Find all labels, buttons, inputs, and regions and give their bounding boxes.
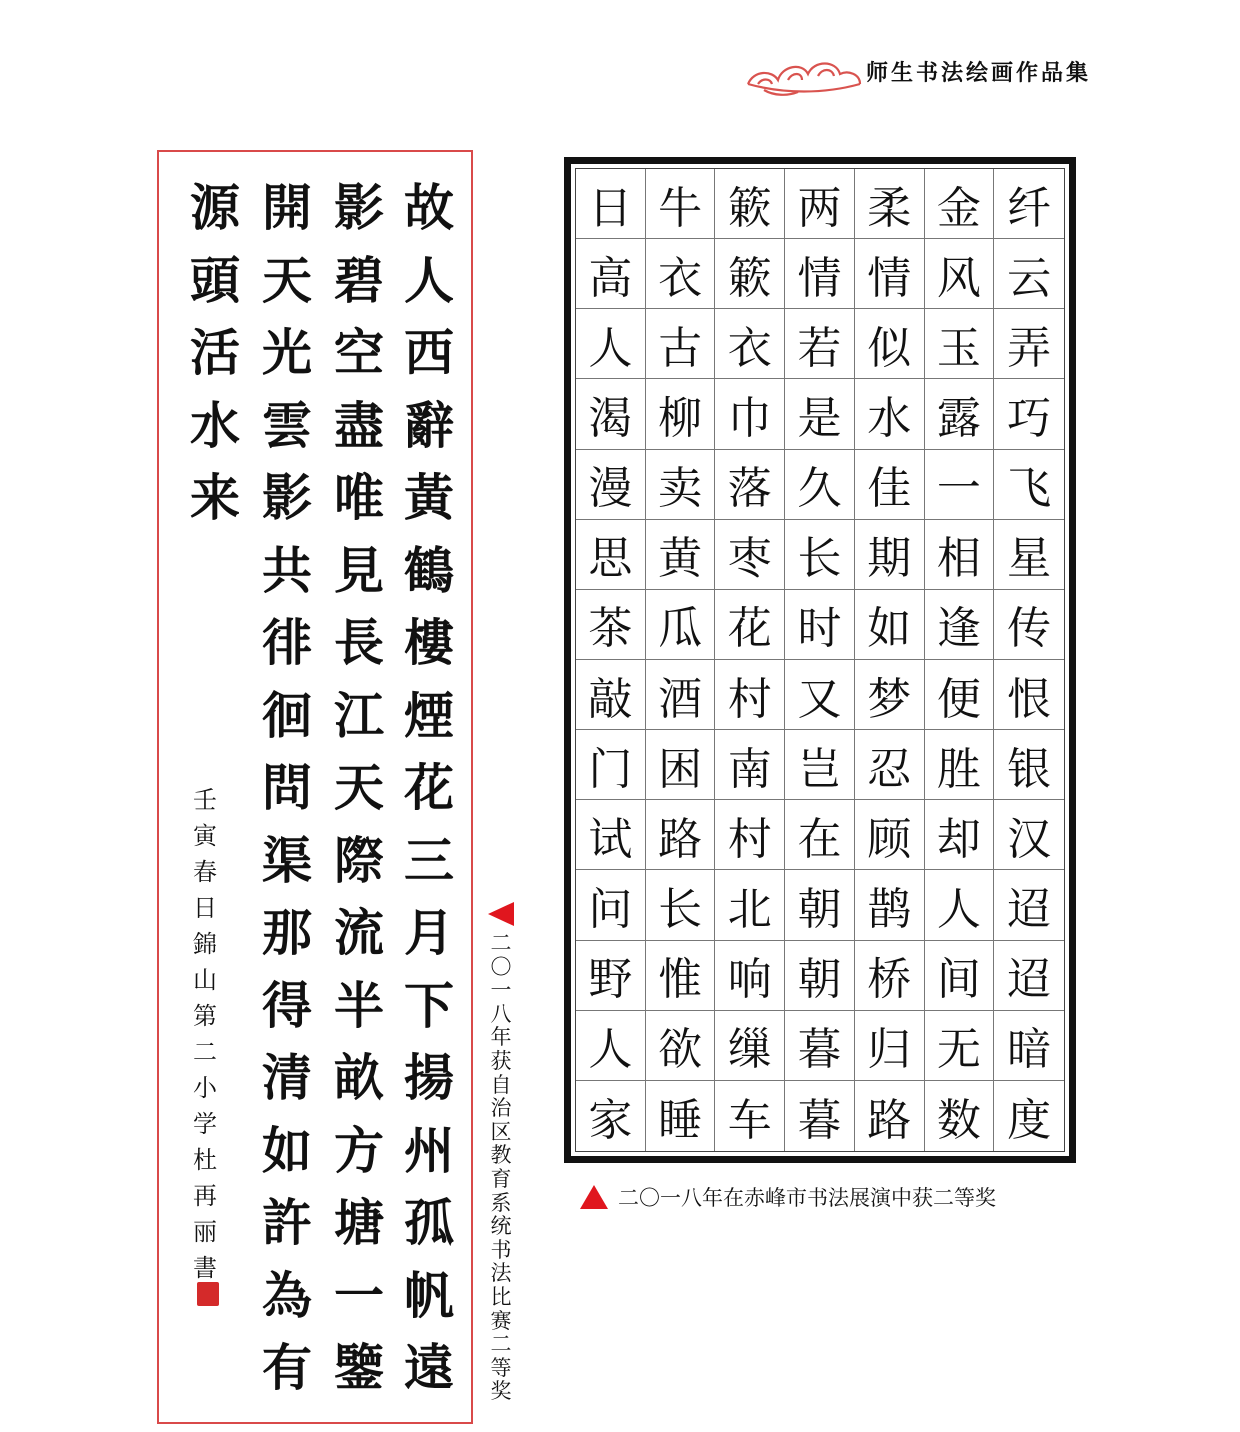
- grid-cell: 胜: [925, 730, 995, 800]
- grid-cell: 归: [855, 1011, 925, 1081]
- scroll-character: 鶴: [404, 540, 454, 600]
- caption-character: 治: [490, 1096, 512, 1121]
- signature-character: 春: [193, 858, 217, 886]
- grid-cell: 睡: [646, 1081, 716, 1151]
- grid-cell: 期: [855, 520, 925, 590]
- grid-cell: 在: [785, 800, 855, 870]
- grid-calligraphy-sheet: [564, 157, 1076, 1163]
- grid-cell: 花: [715, 590, 785, 660]
- grid-cell: 恨: [994, 660, 1064, 730]
- scroll-character: 開: [262, 178, 312, 237]
- grid-cell: 弄: [994, 309, 1064, 379]
- auspicious-cloud-icon: [744, 40, 864, 100]
- scroll-character: 一: [334, 1265, 384, 1325]
- scroll-character: 徊: [262, 685, 312, 745]
- scroll-character: 如: [262, 1120, 312, 1180]
- caption-character: 教: [490, 1143, 512, 1168]
- caption-character: 一: [490, 978, 512, 1003]
- signature-character: 杜: [193, 1146, 217, 1174]
- grid-cell: 星: [994, 520, 1064, 590]
- signature-character: 第: [193, 1002, 217, 1030]
- scroll-character: 鑒: [334, 1338, 384, 1397]
- grid-cell: 银: [994, 730, 1064, 800]
- grid-cell: 鹊: [855, 870, 925, 940]
- scroll-column-4: [179, 172, 251, 535]
- scroll-character: 江: [334, 685, 384, 745]
- signature-character: 日: [193, 894, 217, 922]
- grid-cell: 渴: [576, 379, 646, 449]
- grid-cell: 惟: [646, 941, 716, 1011]
- scroll-character: 畝: [334, 1048, 384, 1107]
- scroll-character: 天: [334, 758, 384, 817]
- signature-character: 書: [193, 1254, 217, 1282]
- scroll-column-2: [323, 172, 395, 1405]
- caption-character: 统: [490, 1214, 512, 1239]
- scroll-character: 際: [334, 830, 384, 890]
- scroll-character: 雲: [262, 395, 312, 455]
- grid-cell: 缫: [715, 1011, 785, 1081]
- scroll-character: 樓: [404, 613, 454, 672]
- red-triangle-icon: [488, 902, 514, 926]
- signature-character: 山: [193, 966, 217, 994]
- grid-cell: 困: [646, 730, 716, 800]
- caption-character: 等: [490, 1355, 512, 1380]
- scroll-character: 問: [262, 758, 312, 817]
- grid-cell: 两: [785, 169, 855, 239]
- grid-cell: 飞: [994, 450, 1064, 520]
- grid-cell: 牛: [646, 169, 716, 239]
- grid-cell: 玉: [925, 309, 995, 379]
- collection-title: 师生书法绘画作品集: [866, 60, 1092, 86]
- caption-character: 赛: [490, 1308, 512, 1333]
- grid-cell: 传: [994, 590, 1064, 660]
- grid-cell: 村: [715, 660, 785, 730]
- scroll-character: 見: [334, 540, 384, 600]
- grid-cell: 瓜: [646, 590, 716, 660]
- grid-cell: 路: [855, 1081, 925, 1151]
- caption-character: 年: [490, 1025, 512, 1050]
- scroll-character: 煙: [404, 685, 454, 745]
- scroll-character: 共: [262, 540, 312, 600]
- scroll-character: 揚: [404, 1048, 454, 1107]
- grid-cell: 又: [785, 660, 855, 730]
- caption-character: 二: [490, 1332, 512, 1357]
- grid-cell: 巧: [994, 379, 1064, 449]
- grid-cell: 朝: [785, 941, 855, 1011]
- grid-cell: 迢: [994, 941, 1064, 1011]
- red-triangle-icon: [580, 1185, 608, 1209]
- grid-cell: 古: [646, 309, 716, 379]
- grid-cell: 长: [646, 870, 716, 940]
- scroll-character: 渠: [262, 830, 312, 890]
- grid-cell: 车: [715, 1081, 785, 1151]
- scroll-character: 得: [262, 975, 312, 1035]
- left-work-caption: [484, 902, 518, 1404]
- scroll-character: 三: [404, 830, 454, 890]
- grid-cell: 时: [785, 590, 855, 660]
- grid-cell: 却: [925, 800, 995, 870]
- scroll-character: 来: [190, 468, 240, 527]
- artist-signature: [185, 782, 225, 1286]
- scroll-character: 許: [262, 1193, 312, 1252]
- grid-cell: 簌: [715, 169, 785, 239]
- grid-cell: 无: [925, 1011, 995, 1081]
- scroll-character: 水: [190, 395, 240, 455]
- grid-cell: 思: [576, 520, 646, 590]
- signature-character: 小: [193, 1074, 217, 1102]
- grid-cell: 枣: [715, 520, 785, 590]
- scroll-character: 黃: [404, 468, 454, 527]
- left-caption-text: [484, 932, 518, 1404]
- grid-cell: 梦: [855, 660, 925, 730]
- grid-cell: 路: [646, 800, 716, 870]
- caption-character: 自: [490, 1072, 512, 1097]
- signature-character: 二: [193, 1038, 217, 1066]
- page-header: [744, 40, 1092, 100]
- grid-cell: 汉: [994, 800, 1064, 870]
- grid-cell: 簌: [715, 239, 785, 309]
- grid-cell: 佳: [855, 450, 925, 520]
- grid-cell: 若: [785, 309, 855, 379]
- grid-cell: 如: [855, 590, 925, 660]
- signature-character: 再: [193, 1182, 217, 1210]
- grid-cell: 云: [994, 239, 1064, 309]
- scroll-character: 天: [262, 250, 312, 310]
- grid-cell: 家: [576, 1081, 646, 1151]
- scroll-character: 那: [262, 903, 312, 962]
- grid-cell: 柳: [646, 379, 716, 449]
- grid-cell: 敲: [576, 660, 646, 730]
- grid-cell: 纤: [994, 169, 1064, 239]
- grid-cell: 逢: [925, 590, 995, 660]
- grid-cell: 相: [925, 520, 995, 590]
- caption-character: 〇: [490, 954, 512, 979]
- grid-cell: 卖: [646, 450, 716, 520]
- right-caption-text: 二〇一八年在赤峰市书法展演中获二等奖: [618, 1186, 996, 1210]
- signature-character: 寅: [193, 822, 217, 850]
- grid-cell: 衣: [646, 239, 716, 309]
- scroll-character: 流: [334, 903, 384, 962]
- grid-cell: 似: [855, 309, 925, 379]
- grid-cell: 顾: [855, 800, 925, 870]
- grid-cell: 度: [1007, 1094, 1052, 1146]
- grid-cell: 一: [925, 450, 995, 520]
- grid-cell: 村: [715, 800, 785, 870]
- grid-cell: 水: [855, 379, 925, 449]
- scroll-character: 影: [262, 468, 312, 527]
- scroll-character: 源: [190, 178, 240, 237]
- scroll-character: 半: [334, 975, 384, 1035]
- grid-cell: 巾: [715, 379, 785, 449]
- grid-cell: 柔: [855, 169, 925, 239]
- scroll-character: 唯: [334, 468, 384, 527]
- grid-cell: 长: [785, 520, 855, 590]
- grid-cell: 人: [576, 1011, 646, 1081]
- scroll-character: 月: [404, 903, 454, 962]
- grid-cell: 人: [925, 870, 995, 940]
- signature-character: 学: [193, 1110, 217, 1138]
- caption-character: 法: [490, 1261, 512, 1286]
- signature-character: 壬: [193, 786, 217, 814]
- grid-cell: 是: [785, 379, 855, 449]
- grid-cell: 试: [576, 800, 646, 870]
- grid-cell: 野: [576, 941, 646, 1011]
- caption-character: 二: [490, 931, 512, 955]
- grid-cell: 北: [715, 870, 785, 940]
- scroll-character: 盡: [334, 395, 384, 455]
- grid-cell: 门: [576, 730, 646, 800]
- scroll-character: 州: [404, 1120, 454, 1180]
- grid-cell: 漫: [576, 450, 646, 520]
- grid-cell: 落: [715, 450, 785, 520]
- grid-cell: 桥: [855, 941, 925, 1011]
- scroll-character: 活: [190, 323, 240, 382]
- caption-character: 比: [490, 1284, 512, 1309]
- scroll-character: 帆: [404, 1265, 454, 1325]
- scroll-column-1: [393, 172, 465, 1405]
- scroll-character: 影: [334, 178, 384, 237]
- grid-cell: 金: [925, 169, 995, 239]
- caption-character: 八: [490, 1001, 512, 1026]
- grid-cell: 问: [576, 870, 646, 940]
- scroll-character: 方: [334, 1120, 384, 1180]
- scroll-character: 故: [404, 178, 454, 237]
- scroll-character: 遠: [404, 1338, 454, 1397]
- grid-cell: 暮: [785, 1011, 855, 1081]
- grid-cell: 久: [785, 450, 855, 520]
- character-grid: [575, 168, 1065, 1152]
- grid-cell: 间: [925, 941, 995, 1011]
- grid-cell: 黄: [646, 520, 716, 590]
- scroll-character: 為: [262, 1265, 312, 1325]
- scroll-character: 辭: [404, 395, 454, 455]
- scroll-character: 空: [334, 323, 384, 382]
- grid-cell: 暮: [785, 1081, 855, 1151]
- grid-cell: 茶: [576, 590, 646, 660]
- caption-character: 系: [490, 1190, 512, 1215]
- grid-cell: 忍: [855, 730, 925, 800]
- grid-cell: 响: [715, 941, 785, 1011]
- scroll-character: 下: [404, 975, 454, 1035]
- grid-cell: 朝: [785, 870, 855, 940]
- caption-character: 获: [490, 1048, 512, 1073]
- scroll-character: 花: [404, 758, 454, 817]
- grid-cell: 酒: [646, 660, 716, 730]
- grid-cell: 数: [925, 1081, 995, 1151]
- red-seal-stamp: [197, 1282, 219, 1306]
- right-work-caption: [580, 1180, 996, 1214]
- scroll-character: 西: [404, 323, 454, 382]
- grid-cell: 便: [925, 660, 995, 730]
- scroll-character: 碧: [334, 250, 384, 310]
- grid-cell: 欲: [646, 1011, 716, 1081]
- grid-cell: 迢: [994, 870, 1064, 940]
- grid-cell: 情: [785, 239, 855, 309]
- grid-cell: 露: [925, 379, 995, 449]
- grid-cell: 高: [576, 239, 646, 309]
- grid-cell: 情: [855, 239, 925, 309]
- scroll-character: 孤: [404, 1193, 454, 1252]
- caption-character: 书: [490, 1237, 512, 1262]
- grid-cell: 南: [715, 730, 785, 800]
- caption-character: 区: [490, 1119, 512, 1144]
- scroll-character: 清: [262, 1048, 312, 1107]
- scroll-character: 塘: [334, 1193, 384, 1252]
- scroll-character: 長: [334, 613, 384, 672]
- grid-cell: 衣: [715, 309, 785, 379]
- scroll-character: 有: [262, 1338, 312, 1397]
- scroll-character: 光: [262, 323, 312, 382]
- grid-cell: 日: [576, 169, 646, 239]
- signature-character: 丽: [193, 1218, 217, 1246]
- grid-cell: 风: [925, 239, 995, 309]
- scroll-character: 人: [404, 250, 454, 310]
- caption-character: 育: [490, 1166, 512, 1191]
- vertical-calligraphy-scroll: [157, 150, 473, 1424]
- scroll-character: 頭: [190, 250, 240, 310]
- grid-cell: 岂: [785, 730, 855, 800]
- scroll-column-3: [251, 172, 323, 1405]
- caption-character: 奖: [490, 1379, 512, 1404]
- grid-cell: 暗: [994, 1011, 1064, 1081]
- signature-character: 錦: [193, 930, 217, 958]
- scroll-character: 徘: [262, 613, 312, 672]
- grid-cell: 人: [576, 309, 646, 379]
